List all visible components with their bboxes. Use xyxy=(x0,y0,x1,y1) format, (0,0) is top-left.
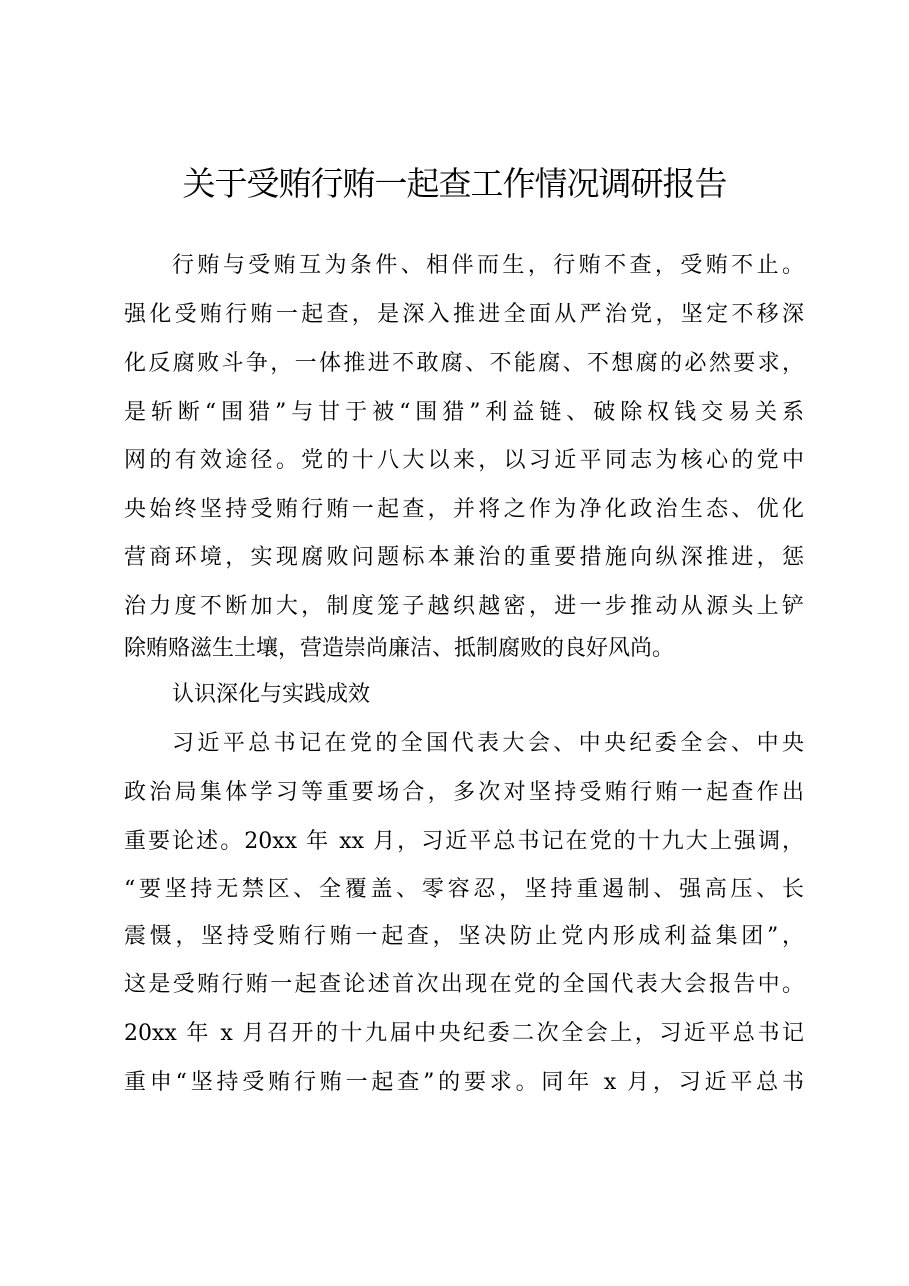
section-line: 20xx 年 x 月召开的十九届中央纪委二次全会上，习近平总书记 xyxy=(124,1021,804,1046)
section-line: 震慑，坚持受贿行贿一起查，坚决防止党内形成利益集团”， xyxy=(124,924,804,949)
section-heading: 认识深化与实践成效 xyxy=(172,682,371,707)
section-line: 习近平总书记在党的全国代表大会、中央纪委全会、中央 xyxy=(172,731,804,756)
intro-line: 央始终坚持受贿行贿一起查，并将之作为净化政治生态、优化 xyxy=(124,497,804,522)
intro-line: 除贿赂滋生土壤，营造崇尚廉洁、抵制腐败的良好风尚。 xyxy=(124,636,675,661)
intro-line: 是斩断“围猎”与甘于被“围猎”利益链、破除权钱交易关系 xyxy=(124,400,804,425)
intro-line: 行贿与受贿互为条件、相伴而生，行贿不查，受贿不止。 xyxy=(172,253,804,278)
intro-line: 强化受贿行贿一起查，是深入推进全面从严治党，坚定不移深 xyxy=(124,302,804,327)
section-line: 这是受贿行贿一起查论述首次出现在党的全国代表大会报告中。 xyxy=(124,972,804,997)
section-line: 政治局集体学习等重要场合，多次对坚持受贿行贿一起查作出 xyxy=(124,780,804,805)
intro-line: 治力度不断加大，制度笼子越织越密，进一步推动从源头上铲 xyxy=(124,594,804,619)
section-line: 重要论述。20xx 年 xx 月，习近平总书记在党的十九大上强调， xyxy=(124,829,804,854)
document-title: 关于受贿行贿一起查工作情况调研报告 xyxy=(182,164,727,203)
intro-line: 网的有效途径。党的十八大以来，以习近平同志为核心的党中 xyxy=(124,448,804,473)
section-line: 重申“坚持受贿行贿一起查”的要求。同年 x 月，习近平总书 xyxy=(124,1070,804,1095)
section-line: “要坚持无禁区、全覆盖、零容忍，坚持重遏制、强高压、长 xyxy=(124,877,804,902)
intro-line: 营商环境，实现腐败问题标本兼治的重要措施向纵深推进，惩 xyxy=(124,545,804,570)
intro-line: 化反腐败斗争，一体推进不敢腐、不能腐、不想腐的必然要求， xyxy=(124,351,804,376)
